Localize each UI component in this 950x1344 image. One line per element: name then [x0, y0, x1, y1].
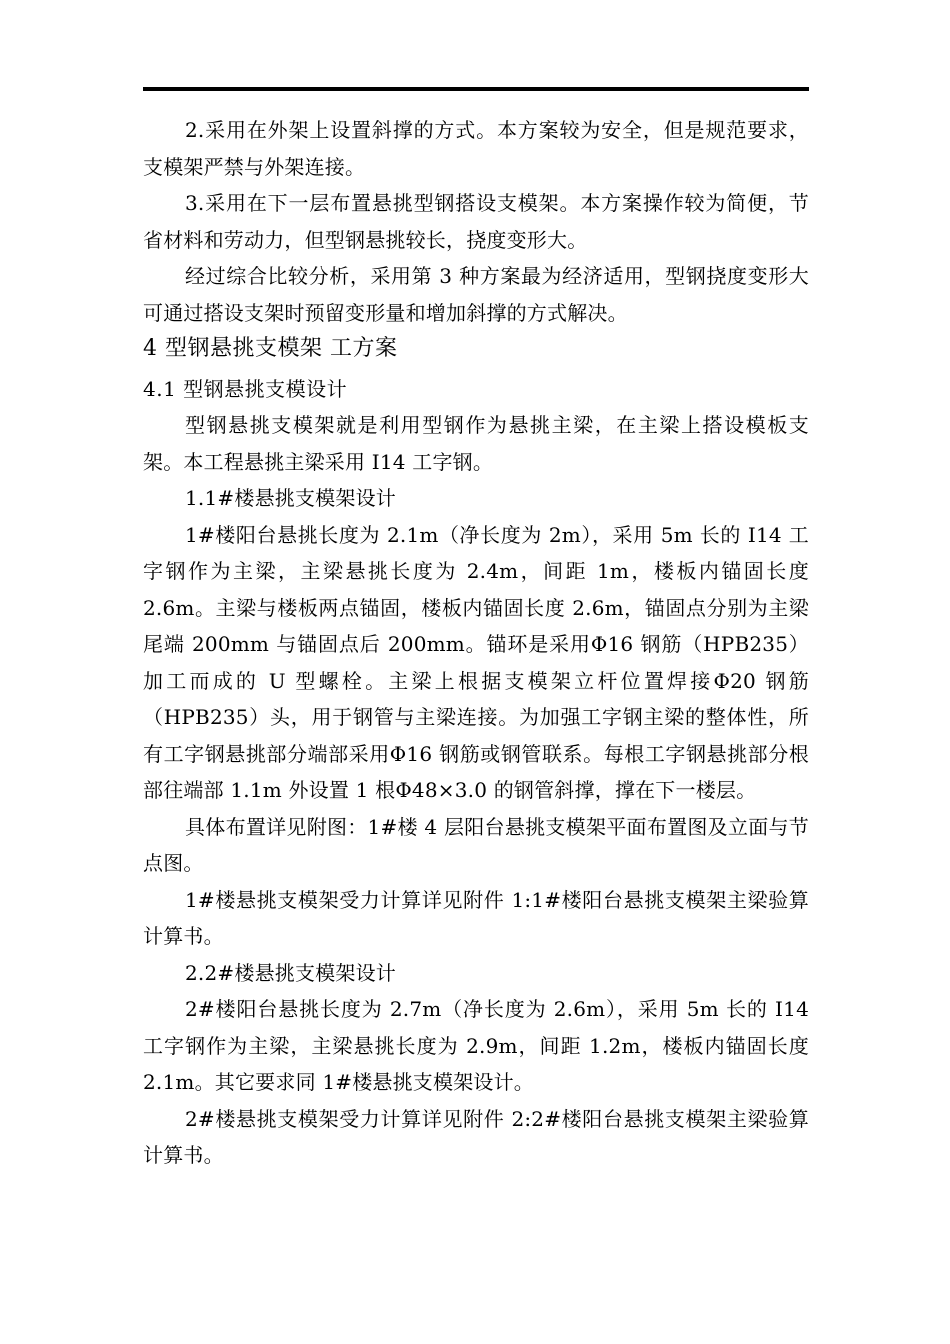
paragraph-building-1-calc: 1#楼悬挑支模架受力计算详见附件 1:1#楼阳台悬挑支模架主梁验算计算书。 [143, 887, 809, 948]
paragraph-conclusion: 经过综合比较分析，采用第 3 种方案最为经济适用，型钢挠度变形大可通过搭设支架时预留变形量和增加斜撑的方式解决。 [143, 264, 809, 325]
subheading-building-2: 2.2#楼悬挑支模架设计 [185, 960, 396, 985]
section-heading-4: 4 型钢悬挑支模架 工方案 [143, 336, 398, 361]
subheading-building-1: 1.1#楼悬挑支模架设计 [185, 486, 396, 510]
paragraph-building-1-drawings: 具体布置详见附图：1#楼 4 层阳台悬挑支模架平面布置图及立面与节点图。 [143, 814, 809, 875]
document-body [143, 112, 809, 1174]
paragraph-building-1-design: 1#楼阳台悬挑长度为 2.1m（净长度为 2m），采用 5m 长的 I14 工字钢作为主梁，主梁悬挑长度为 2.4m，间距 1m，楼板内锚固长度 2.6m。主梁与楼板两点锚固，楼板内锚固长度 2.6m，锚固点分别为主梁尾端 200mm 与锚固点后 200mm。锚环是采用Φ16 钢筋（HPB235）加工而成的 U 型螺栓。主梁上根据支模架立杆位置焊接Φ20 钢筋（HPB235）头，用于钢管与主梁连接。为加强工字钢主梁的整体性，所有工字钢悬挑部分端部采用Φ16 钢筋或钢管联系。每根工字钢悬挑部分根部往端部 1.1m 外设置 1 根Φ48×3.0 的钢管斜撑，撑在下一楼层。 [143, 522, 809, 802]
paragraph-building-2-design: 2#楼阳台悬挑长度为 2.7m（净长度为 2.6m），采用 5m 长的 I14 工字钢作为主梁，主梁悬挑长度为 2.9m，间距 1.2m，楼板内锚固长度 2.1m。其它要求同 1#楼悬挑支模架设计。 [143, 997, 809, 1094]
paragraph-intro: 型钢悬挑支模架就是利用型钢作为悬挑主梁，在主梁上搭设模板支架。本工程悬挑主梁采用 I14 工字钢。 [143, 413, 809, 474]
paragraph-option-2: 2.采用在外架上设置斜撑的方式。本方案较为安全，但是规范要求，支模架严禁与外架连接。 [143, 118, 809, 179]
paragraph-building-2-calc: 2#楼悬挑支模架受力计算详见附件 2:2#楼阳台悬挑支模架主梁验算计算书。 [143, 1106, 809, 1167]
header-rule [143, 87, 809, 91]
paragraph-option-3: 3.采用在下一层布置悬挑型钢搭设支模架。本方案操作较为简便，节省材料和劳动力，但型钢悬挑较长，挠度变形大。 [143, 191, 809, 252]
section-heading-4-1: 4.1 型钢悬挑支模设计 [143, 377, 348, 401]
